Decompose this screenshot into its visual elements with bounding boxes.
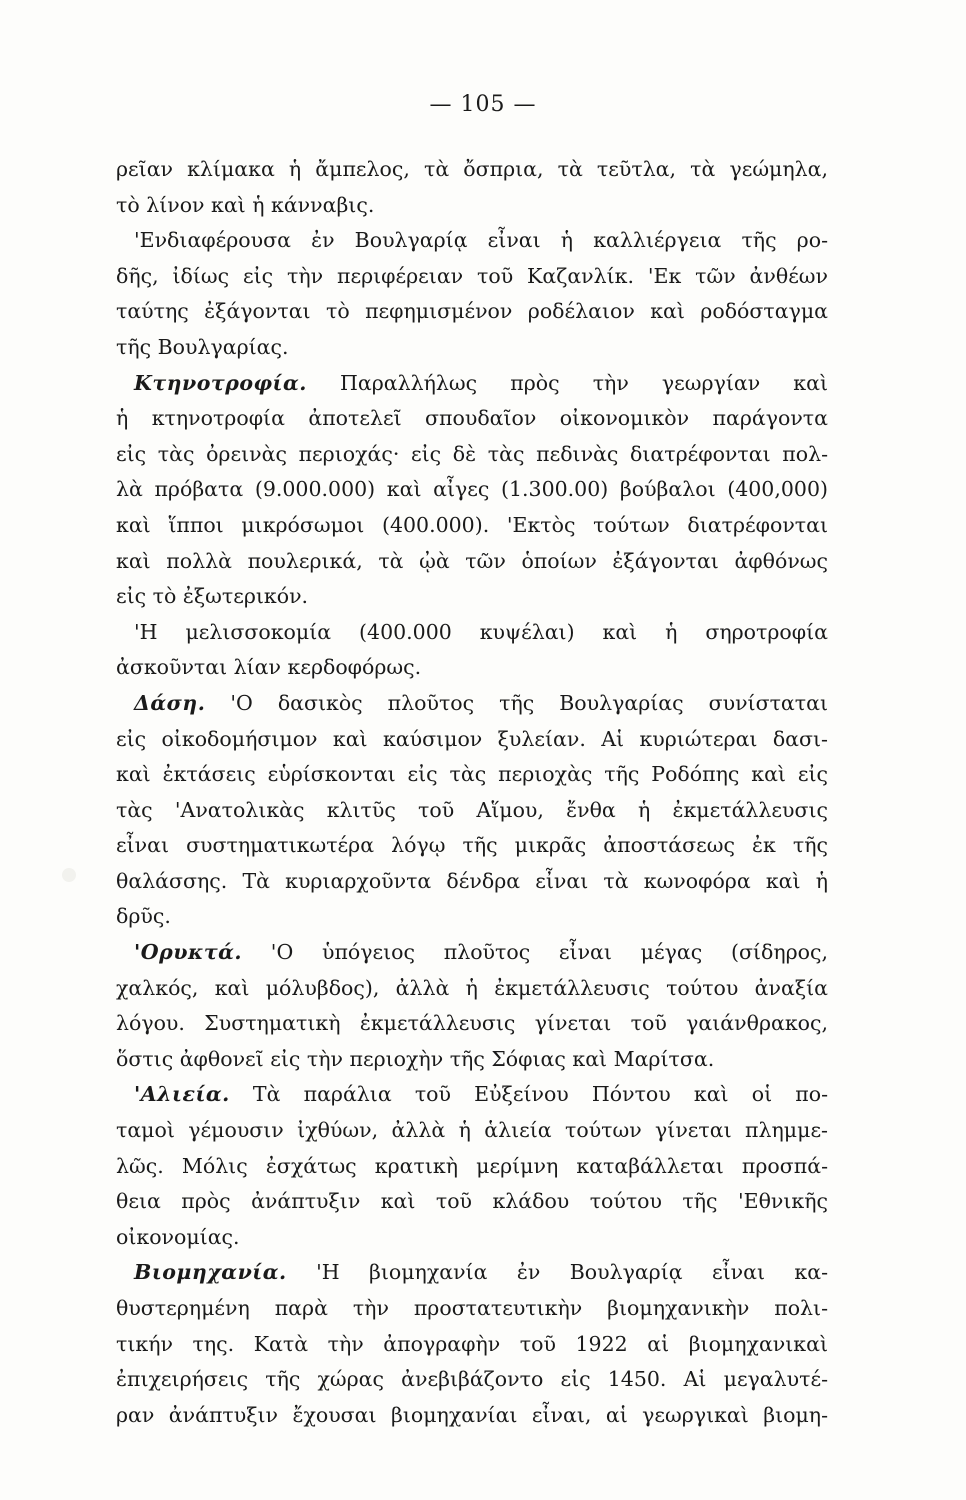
- text-line: λῶς. Μόλις ἐσχάτως κρατικὴ μερίμνη καταβάλλεται προσπά-: [116, 1153, 828, 1178]
- text-line: ὅστις ἀφθονεῖ εἰς τὴν περιοχὴν τῆς Σόφιας καὶ Μαρίτσα.: [116, 1046, 715, 1071]
- text-line: δρῦς.: [116, 904, 171, 929]
- text-line: τὰς 'Ανατολικὰς κλιτῦς τοῦ Αἵμου, ἔνθα ἡ ἐκμετάλλευσις: [116, 797, 828, 822]
- text-line: θυστερημένη παρὰ τὴν προστατευτικὴν βιομηχανικὴν πολι-: [116, 1296, 828, 1320]
- section-forests: Δάση. 'Ο δασικὸς πλοῦτος τῆς Βουλγαρίας συνίσταται: [134, 690, 828, 715]
- page-number: — 105 —: [429, 92, 537, 117]
- text-line: καὶ ἐκτάσεις εὑρίσκονται εἰς τὰς περιοχὰς τῆς Ροδόπης καὶ εἰς: [116, 762, 828, 787]
- text-line: ἐπιχειρήσεις τῆς χώρας ἀνεβιβάζοντο εἰς 1450. Αἱ μεγαλυτέ-: [116, 1367, 828, 1392]
- body-text: [116, 152, 828, 1433]
- text-line: τικήν της. Κατὰ τὴν ἀπογραφὴν τοῦ 1922 αἱ βιομηχανικαὶ: [116, 1331, 828, 1356]
- text-line: εἶναι συστηματικωτέρα λόγῳ τῆς μικρᾶς ἀποστάσεως ἐκ τῆς: [116, 833, 828, 858]
- text-line: εἰς οἰκοδομήσιμον καὶ καύσιμον ξυλείαν. Αἱ κυριώτεραι δασι-: [116, 726, 828, 751]
- section-heading: 'Ορυκτά.: [134, 940, 243, 965]
- text-line: ραν ἀνάπτυξιν ἔχουσαι βιομηχανίαι εἶναι, αἱ γεωργικαὶ βιομη-: [116, 1402, 828, 1427]
- text-line: λὰ πρόβατα (9.000.000) καὶ αἶγες (1.300.00) βούβαλοι (400,000): [116, 477, 828, 502]
- text-line: ταύτης ἐξάγονται τὸ πεφημισμένον ροδέλαιον καὶ ροδόσταγμα: [116, 299, 828, 324]
- text-line: θαλάσσης. Τὰ κυριαρχοῦντα δένδρα εἶναι τὰ κωνοφόρα καὶ ἡ: [116, 868, 828, 893]
- text-line: εἰς τὰς ὀρεινὰς περιοχάς· εἰς δὲ τὰς πεδινὰς διατρέφονται πολ-: [116, 441, 828, 466]
- section-minerals: 'Ορυκτά. 'Ο ὑπόγειος πλοῦτος εἶναι μέγας (σίδηρος,: [134, 940, 828, 965]
- text-line: τῆς Βουλγαρίας.: [116, 334, 289, 359]
- section-industry: Βιομηχανία. 'Η βιομηχανία ἐν Βουλγαρίᾳ εἶναι κα-: [134, 1260, 828, 1285]
- section-heading: 'Αλιεία.: [134, 1082, 230, 1107]
- text-line: τὸ λίνον καὶ ἡ κάνναβις.: [116, 192, 375, 217]
- text-line: ταμοὶ γέμουσιν ἰχθύων, ἀλλὰ ἡ ἁλιεία τούτων γίνεται πλημμε-: [116, 1118, 828, 1143]
- text-line: οἰκονομίας.: [116, 1224, 240, 1249]
- text-line: λόγου. Συστηματικὴ ἐκμετάλλευσις γίνεται τοῦ γαιάνθρακος,: [116, 1011, 828, 1036]
- text-line: ρεῖαν κλίμακα ἡ ἄμπελος, τὰ ὄσπρια, τὰ τεῦτλα, τὰ γεώμηλα,: [116, 157, 828, 181]
- text-line: καὶ πολλὰ πουλερικά, τὰ ᾠὰ τῶν ὁποίων ἐξάγονται ἀφθόνως: [116, 548, 828, 573]
- text-line: δῆς, ἰδίως εἰς τὴν περιφέρειαν τοῦ Καζανλίκ. 'Εκ τῶν ἀνθέων: [116, 263, 828, 288]
- section-heading: Δάση.: [134, 690, 206, 715]
- section-fishing: 'Αλιεία. Τὰ παράλια τοῦ Εὐξείνου Πόντου καὶ οἱ πο-: [134, 1082, 828, 1107]
- section-heading: Κτηνοτροφία.: [134, 370, 307, 395]
- text-line: καὶ ἵπποι μικρόσωμοι (400.000). 'Εκτὸς τούτων διατρέφονται: [116, 512, 828, 537]
- binding-hole: [62, 868, 76, 882]
- text-line: χαλκός, καὶ μόλυβδος), ἀλλὰ ἡ ἐκμετάλλευσις τούτου ἀναξία: [116, 975, 828, 1000]
- text-line: ἡ κτηνοτροφία ἀποτελεῖ σπουδαῖον οἰκονομικὸν παράγοντα: [116, 406, 828, 431]
- text-line: ἀσκοῦνται λίαν κερδοφόρως.: [116, 655, 422, 680]
- text-line: 'Ενδιαφέρουσα ἐν Βουλγαρίᾳ εἶναι ἡ καλλιέργεια τῆς ρο-: [134, 228, 828, 253]
- text-line: θεια πρὸς ἀνάπτυξιν καὶ τοῦ κλάδου τούτου τῆς 'Εθνικῆς: [116, 1189, 828, 1214]
- text-line: εἰς τὸ ἐξωτερικόν.: [116, 584, 309, 609]
- text-line: 'Η μελισσοκομία (400.000 κυψέλαι) καὶ ἡ σηροτροφία: [134, 619, 828, 644]
- section-livestock: Κτηνοτροφία. Παραλλήλως πρὸς τὴν γεωργίαν καὶ: [134, 370, 828, 395]
- section-heading: Βιομηχανία.: [134, 1260, 287, 1285]
